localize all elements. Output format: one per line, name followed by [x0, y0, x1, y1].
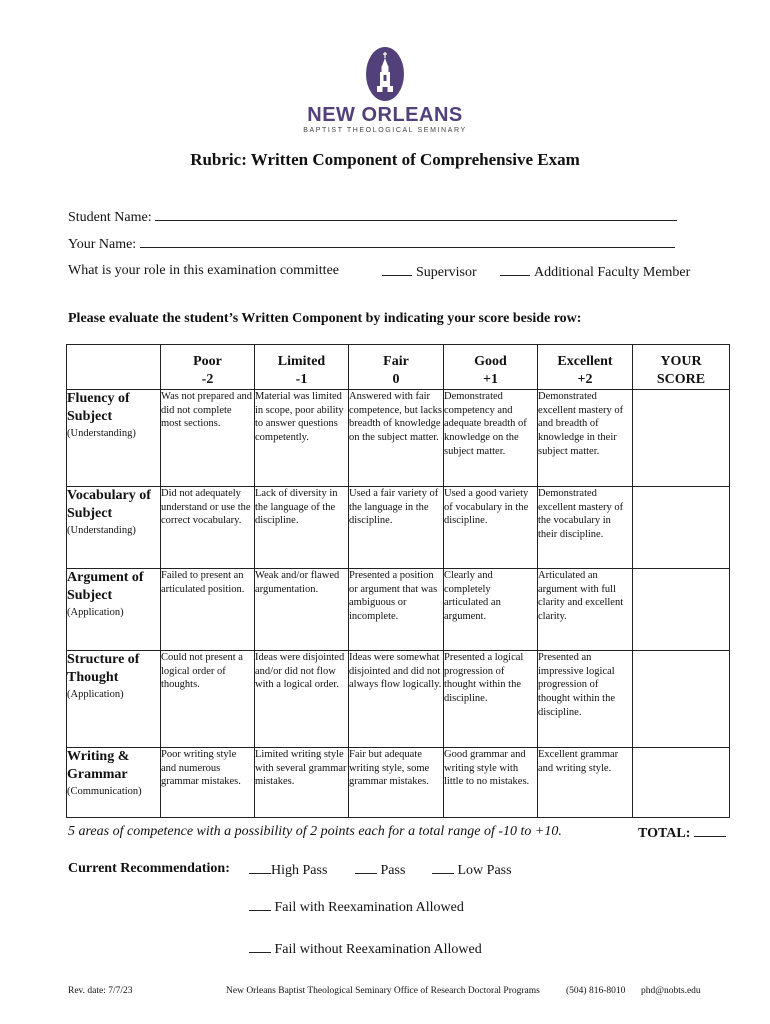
rubric-cell: Poor writing style and numerous grammar mistakes. — [161, 748, 255, 818]
rubric-cell: Presented a logical progression of thought within the discipline. — [444, 651, 538, 748]
header-excellent: Excellent +2 — [538, 345, 633, 390]
rubric-cell: Material was limited in scope, poor ability to answer questions competently. — [255, 390, 349, 487]
rubric-cell: Used a fair variety of the language in the discipline. — [349, 487, 444, 569]
table-row — [67, 748, 730, 818]
table-row — [67, 390, 730, 487]
header-your-score: YOUR SCORE — [633, 345, 730, 390]
fail-reexam-blank[interactable] — [249, 898, 271, 911]
role-option-supervisor[interactable] — [382, 263, 477, 281]
score-input-structure[interactable] — [633, 651, 730, 748]
instruction-text: Please evaluate the student’s Written Component by indicating your score beside row: — [68, 311, 582, 326]
supervisor-label: Supervisor — [416, 265, 477, 280]
high-pass-blank[interactable] — [249, 861, 271, 874]
criterion-structure: Structure of Thought (Application) — [67, 651, 161, 748]
recommendation-fail-no-reexam[interactable] — [249, 940, 482, 958]
rubric-cell: Articulated an argument with full clarity and excellent clarity. — [538, 569, 633, 651]
rubric-cell: Clearly and completely articulated an argument. — [444, 569, 538, 651]
rubric-cell: Excellent grammar and writing style. — [538, 748, 633, 818]
criterion-vocabulary: Vocabulary of Subject (Understanding) — [67, 487, 161, 569]
your-name-row — [68, 235, 675, 253]
rubric-cell: Weak and/or flawed argumentation. — [255, 569, 349, 651]
additional-label: Additional Faculty Member — [534, 265, 691, 280]
seminary-logo — [0, 46, 770, 136]
footer-phone: (504) 816-8010 — [566, 986, 626, 996]
fail-reexam-label: Fail with Reexamination Allowed — [274, 900, 464, 915]
supervisor-blank[interactable] — [382, 263, 412, 276]
score-range-note: 5 areas of competence with a possibility of 2 points each for a total range of -10 to +10. — [68, 824, 562, 839]
your-name-label: Your Name: — [68, 237, 137, 252]
rubric-cell: Answered with fair competence, but lacks breadth of knowledge on the subject matter. — [349, 390, 444, 487]
logo-name: NEW ORLEANS — [307, 104, 463, 126]
total-row — [638, 824, 726, 842]
score-input-vocabulary[interactable] — [633, 487, 730, 569]
recommendation-low-pass[interactable] — [432, 861, 512, 879]
rubric-cell: Lack of diversity in the language of the discipline. — [255, 487, 349, 569]
rubric-cell: Could not present a logical order of thoughts. — [161, 651, 255, 748]
recommendation-label: Current Recommendation: — [68, 861, 230, 876]
low-pass-blank[interactable] — [432, 861, 454, 874]
header-criteria — [67, 345, 161, 390]
pass-blank[interactable] — [355, 861, 377, 874]
student-name-row — [68, 208, 677, 226]
fail-no-reexam-label: Fail without Reexamination Allowed — [274, 942, 482, 957]
total-label: TOTAL: — [638, 826, 691, 841]
header-good: Good +1 — [444, 345, 538, 390]
rubric-cell: Good grammar and writing style with little to no mistakes. — [444, 748, 538, 818]
header-fair: Fair 0 — [349, 345, 444, 390]
recommendation-fail-reexam[interactable] — [249, 898, 464, 916]
table-row — [67, 569, 730, 651]
low-pass-label: Low Pass — [457, 863, 512, 878]
logo-subtitle: BAPTIST THEOLOGICAL SEMINARY — [303, 127, 467, 134]
rubric-cell: Ideas were disjointed and/or did not flow with a logical order. — [255, 651, 349, 748]
rubric-cell: Presented an impressive logical progression of thought within the discipline. — [538, 651, 633, 748]
additional-blank[interactable] — [500, 263, 530, 276]
score-input-fluency[interactable] — [633, 390, 730, 487]
table-row — [67, 487, 730, 569]
role-question: What is your role in this examination committee — [68, 263, 339, 278]
rubric-cell: Demonstrated excellent mastery of the vocabulary in their discipline. — [538, 487, 633, 569]
student-name-field[interactable] — [155, 208, 677, 221]
total-field[interactable] — [694, 824, 726, 837]
revision-date: Rev. date: 7/7/23 — [68, 986, 133, 996]
criterion-writing: Writing & Grammar (Communication) — [67, 748, 161, 818]
rubric-cell: Demonstrated competency and adequate breadth of knowledge on the subject matter. — [444, 390, 538, 487]
recommendation-high-pass[interactable] — [249, 861, 327, 879]
header-limited: Limited -1 — [255, 345, 349, 390]
criterion-fluency: Fluency of Subject (Understanding) — [67, 390, 161, 487]
table-row — [67, 651, 730, 748]
rubric-cell: Failed to present an articulated position. — [161, 569, 255, 651]
student-name-label: Student Name: — [68, 210, 152, 225]
score-input-writing[interactable] — [633, 748, 730, 818]
score-input-argument[interactable] — [633, 569, 730, 651]
table-header-row — [67, 345, 730, 390]
header-poor: Poor -2 — [161, 345, 255, 390]
chapel-steeple-icon — [365, 46, 405, 102]
rubric-cell: Fair but adequate writing style, some grammar mistakes. — [349, 748, 444, 818]
fail-no-reexam-blank[interactable] — [249, 940, 271, 953]
rubric-cell: Limited writing style with several grammar mistakes. — [255, 748, 349, 818]
your-name-field[interactable] — [140, 235, 675, 248]
high-pass-label: High Pass — [271, 863, 328, 878]
rubric-cell: Ideas were somewhat disjointed and did not always flow logically. — [349, 651, 444, 748]
footer-email[interactable]: phd@nobts.edu — [641, 986, 701, 996]
pass-label: Pass — [380, 863, 406, 878]
rubric-cell: Was not prepared and did not complete most sections. — [161, 390, 255, 487]
recommendation-pass[interactable] — [355, 861, 405, 879]
rubric-cell: Did not adequately understand or use the correct vocabulary. — [161, 487, 255, 569]
footer-office: New Orleans Baptist Theological Seminary Office of Research Doctoral Programs — [226, 986, 540, 996]
rubric-table — [66, 344, 730, 818]
document-title: Rubric: Written Component of Comprehensive Exam — [190, 150, 580, 169]
rubric-cell: Used a good variety of vocabulary in the discipline. — [444, 487, 538, 569]
criterion-argument: Argument of Subject (Application) — [67, 569, 161, 651]
rubric-cell: Demonstrated excellent mastery of and breadth of knowledge in their subject matter. — [538, 390, 633, 487]
rubric-cell: Presented a position or argument that was ambiguous or incomplete. — [349, 569, 444, 651]
role-option-additional[interactable] — [500, 263, 690, 281]
